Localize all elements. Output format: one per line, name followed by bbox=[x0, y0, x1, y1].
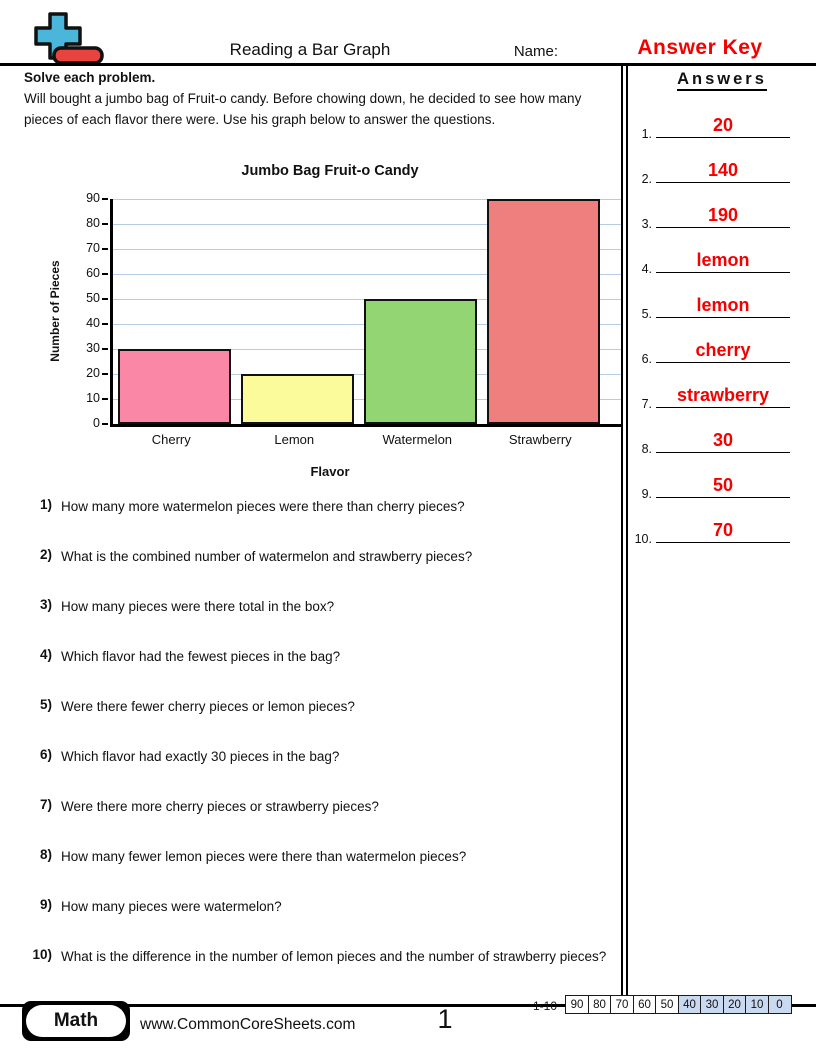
bar-lemon bbox=[241, 374, 354, 424]
chart-title: Jumbo Bag Fruit-o Candy bbox=[241, 163, 419, 179]
instruction-text: Solve each problem. bbox=[24, 70, 156, 85]
question-number: 5) bbox=[39, 697, 52, 712]
answer-value: 70 bbox=[712, 520, 734, 540]
answer-blank bbox=[656, 362, 790, 363]
y-tick-label: 40 bbox=[86, 316, 100, 330]
question-text: How many pieces were there total in the box? bbox=[61, 599, 335, 614]
question-row bbox=[24, 497, 620, 547]
score-range-label: 1-10 bbox=[532, 999, 557, 1013]
question-text: How many more watermelon pieces were there than cherry pieces? bbox=[61, 499, 465, 514]
question-row bbox=[24, 897, 620, 947]
bar-watermelon bbox=[364, 299, 477, 424]
answer-row bbox=[628, 189, 816, 234]
answer-value: 190 bbox=[707, 205, 739, 225]
score-cell: 0 bbox=[768, 995, 792, 1014]
answer-value: cherry bbox=[695, 340, 751, 360]
answer-row bbox=[628, 414, 816, 459]
y-tick-label: 90 bbox=[86, 191, 100, 205]
answer-value: 20 bbox=[712, 115, 734, 135]
score-cell: 30 bbox=[700, 995, 724, 1014]
answer-value: 140 bbox=[707, 160, 739, 180]
question-number: 1) bbox=[39, 497, 52, 512]
website-text: www.CommonCoreSheets.com bbox=[140, 1016, 356, 1033]
answer-number: 9. bbox=[641, 487, 652, 501]
y-axis-label: Number of Pieces bbox=[48, 260, 62, 362]
answer-number: 8. bbox=[641, 442, 652, 456]
answer-blank bbox=[656, 137, 790, 138]
answer-number: 5. bbox=[641, 307, 652, 321]
plus-minus-logo-icon bbox=[34, 12, 106, 68]
answer-number: 6. bbox=[641, 352, 652, 366]
answer-value: lemon bbox=[696, 295, 750, 315]
score-cell: 50 bbox=[655, 995, 679, 1014]
answer-number: 1. bbox=[641, 127, 652, 141]
name-label: Name: bbox=[513, 43, 558, 60]
answer-row bbox=[628, 99, 816, 144]
answer-number: 7. bbox=[641, 397, 652, 411]
score-cell: 10 bbox=[745, 995, 769, 1014]
answer-value: strawberry bbox=[676, 385, 770, 405]
problem-description: Will bought a jumbo bag of Fruit-o candy. Before chowing down, he decided to see how many pieces of each flavor there were. Use his graph below to answer the questions. bbox=[24, 90, 582, 127]
answer-row bbox=[628, 234, 816, 279]
answer-value: 30 bbox=[712, 430, 734, 450]
question-number: 2) bbox=[39, 547, 52, 562]
answer-blank bbox=[656, 272, 790, 273]
y-axis-tick-labels bbox=[40, 191, 100, 430]
answers-divider-line bbox=[621, 66, 623, 996]
answer-number: 2. bbox=[641, 172, 652, 186]
y-tick-label: 0 bbox=[93, 416, 100, 430]
question-text: How many pieces were watermelon? bbox=[61, 899, 282, 914]
question-number: 4) bbox=[39, 647, 52, 662]
question-row bbox=[24, 547, 620, 597]
question-row bbox=[24, 947, 620, 997]
answers-list bbox=[628, 99, 816, 549]
x-category-label: Strawberry bbox=[508, 432, 572, 447]
answer-row bbox=[628, 279, 816, 324]
question-text: Were there fewer cherry pieces or lemon pieces? bbox=[61, 699, 355, 714]
score-table bbox=[565, 995, 792, 1014]
question-text: What is the difference in the number of lemon pieces and the number of strawberry pieces? bbox=[61, 949, 607, 964]
score-cell: 20 bbox=[723, 995, 747, 1014]
answer-number: 4. bbox=[641, 262, 652, 276]
question-row bbox=[24, 597, 620, 647]
answers-heading bbox=[628, 70, 816, 89]
question-text: How many fewer lemon pieces were there than watermelon pieces? bbox=[61, 849, 467, 864]
bar-chart-plot-area bbox=[110, 199, 621, 427]
answer-blank bbox=[656, 497, 790, 498]
answer-blank bbox=[656, 542, 790, 543]
subject-badge-label: Math bbox=[26, 1005, 126, 1037]
answer-number: 3. bbox=[641, 217, 652, 231]
answer-blank bbox=[656, 227, 790, 228]
y-tick-label: 10 bbox=[86, 391, 100, 405]
question-row bbox=[24, 747, 620, 797]
answers-heading-text: Answers bbox=[677, 70, 767, 91]
y-tick-label: 30 bbox=[86, 341, 100, 355]
y-tick-label: 20 bbox=[86, 366, 100, 380]
answer-blank bbox=[656, 317, 790, 318]
y-tick-label: 70 bbox=[86, 241, 100, 255]
answer-blank bbox=[656, 452, 790, 453]
y-axis-tick-marks bbox=[102, 198, 108, 426]
answer-blank bbox=[656, 182, 790, 183]
questions-list bbox=[24, 497, 620, 997]
question-number: 10) bbox=[32, 947, 52, 962]
answer-blank bbox=[656, 407, 790, 408]
answer-number: 10. bbox=[634, 532, 652, 546]
question-text: Were there more cherry pieces or strawberry pieces? bbox=[61, 799, 379, 814]
question-text: Which flavor had exactly 30 pieces in the bag? bbox=[61, 749, 340, 764]
question-text: What is the combined number of watermelon and strawberry pieces? bbox=[61, 549, 473, 564]
y-tick-label: 60 bbox=[86, 266, 100, 280]
question-number: 9) bbox=[39, 897, 52, 912]
x-category-label: Lemon bbox=[274, 432, 315, 447]
question-number: 7) bbox=[39, 797, 52, 812]
question-row bbox=[24, 847, 620, 897]
page-number: 1 bbox=[437, 1004, 453, 1034]
x-axis-category-labels bbox=[115, 432, 623, 447]
answer-value: 50 bbox=[712, 475, 734, 495]
question-row bbox=[24, 697, 620, 747]
answer-row bbox=[628, 144, 816, 189]
score-cell: 40 bbox=[678, 995, 702, 1014]
answer-key-label: Answer Key bbox=[637, 36, 763, 59]
x-category-label: Cherry bbox=[151, 432, 191, 447]
score-cell: 80 bbox=[588, 995, 612, 1014]
answer-row bbox=[628, 324, 816, 369]
score-cell: 90 bbox=[565, 995, 589, 1014]
question-text: Which flavor had the fewest pieces in the bag? bbox=[61, 649, 341, 664]
bar-cherry bbox=[118, 349, 231, 424]
bar-strawberry bbox=[487, 199, 600, 424]
answer-value: lemon bbox=[696, 250, 750, 270]
answer-row bbox=[628, 369, 816, 414]
question-number: 8) bbox=[39, 847, 52, 862]
worksheet-title: Reading a Bar Graph bbox=[229, 40, 391, 59]
question-number: 3) bbox=[39, 597, 52, 612]
x-axis-label: Flavor bbox=[310, 464, 350, 479]
y-tick-label: 50 bbox=[86, 291, 100, 305]
question-number: 6) bbox=[39, 747, 52, 762]
intro-block bbox=[24, 68, 602, 131]
score-cell: 60 bbox=[633, 995, 657, 1014]
bar-group bbox=[115, 199, 621, 424]
answer-row bbox=[628, 504, 816, 549]
y-tick-label: 80 bbox=[86, 216, 100, 230]
question-row bbox=[24, 647, 620, 697]
header-rule bbox=[0, 63, 816, 66]
subject-badge bbox=[22, 1001, 130, 1041]
x-category-label: Watermelon bbox=[382, 432, 453, 447]
answer-row bbox=[628, 459, 816, 504]
question-row bbox=[24, 797, 620, 847]
score-cell: 70 bbox=[610, 995, 634, 1014]
